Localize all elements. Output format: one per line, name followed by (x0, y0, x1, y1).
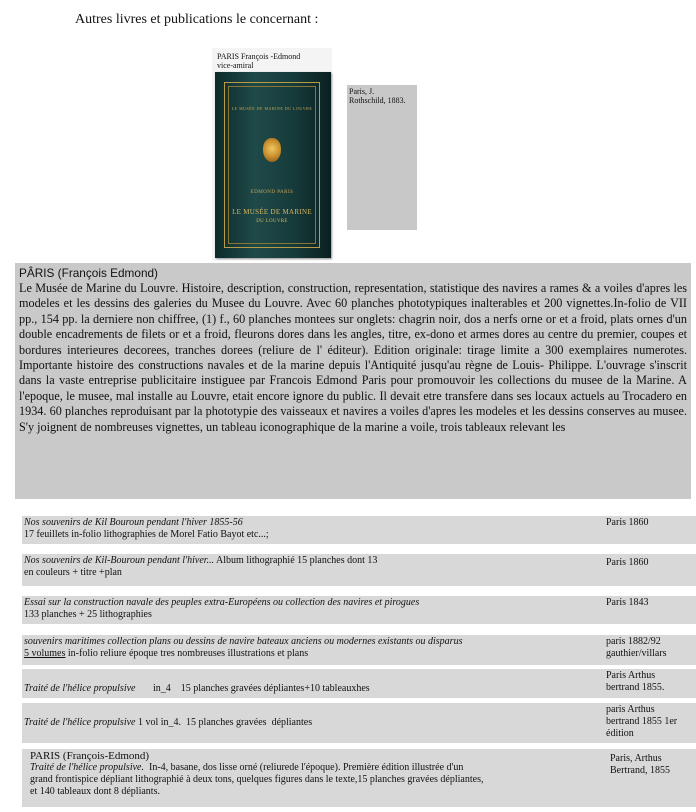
cover-title (215, 208, 329, 226)
row-location-date (606, 636, 696, 660)
row-location-date (606, 704, 696, 740)
row-title (30, 750, 605, 798)
row-location: Paris Arthus (606, 670, 656, 681)
row-details-cont: et 140 tableaux dont 8 dépliants. (30, 786, 160, 797)
row-location: paris Arthus (606, 704, 655, 715)
row-location-date (606, 670, 696, 694)
row-title-italic: Traité de l'hélice propulsive. (30, 762, 144, 773)
bibliography-row (22, 596, 696, 624)
description-body: Le Musée de Marine du Louvre. Histoire, description, construction, representation, statistique des navires a rames & a voiles d'apres les modeles et les dessins des galeries du Musee du Louvre. Avec 60 planches phototypiques inalterables et 200 vignettes.In-folio de VII pp., 154 pp. la derniere non chiffree, (1) f., 60 planches montees sur onglets: chagrin noir, dos a nerfs orne or et a froid, plats ornes d'un double encadrements de filets or et a froid, fleurons dores dans les angles, titre, ex-dono et armes dores au centre du premier, coupes et bordures interieures decorees, tranches dorees (reliure de l' éditeur). Edition originale: tirage limite a 300 exemplaires numerotes. Importante histoire des constructions navales et de la marine depuis l'Antiquité jusqu'au règne de Louis- Philippe. L'ouvrage s'inscrit dans la vaste entreprise publicitaire instiguee par Francois Edmond Paris pour promouvoir les collections du musee de la Marine. A l'epoque, le musee, mal installe au Louvre, etait encore ignore du public. Il devait etre transfere dans ses locaux actuels au Trocadero en 1934. 60 planches reproduisant par la phototypie des vaisseaux et navires a voiles d'apres les modeles et les dessins conserves au musee. S'y joignent de nombreuses vignettes, un tableau iconographique de la marine a voile, trois tableaux relevant les (19, 281, 687, 434)
row-title-italic: Traité de l'hélice propulsive (24, 717, 136, 728)
section-heading: Autres livres et publications le concernant : (75, 12, 319, 27)
bibliography-row (22, 516, 696, 544)
row-title-italic: Nos souvenirs de Kil Bouroun pendant l'hiver 1855-56 (24, 517, 243, 528)
row-title-italic: Nos souvenirs de Kil-Bouroun pendant l'hiver... (24, 555, 215, 566)
row-title-rest: in_4 15 planches gravées dépliantes+10 tableauxhes (135, 683, 370, 694)
row-details: in-folio reliure époque tres nombreuses illustrations et plans (65, 648, 309, 659)
cover-title-line2: DU LOUVRE (256, 219, 288, 224)
row-title (24, 636, 604, 660)
row-location-date (610, 753, 696, 777)
book-caption-author: PARIS François -Edmond (217, 52, 301, 61)
row-publisher: bertrand 1855 1er (606, 716, 678, 727)
row-details: grand frontispice dépliant lithographié à deux tons, quelques figures dans le texte,15 planches gravées dépliantes, (30, 774, 484, 785)
cover-subtitle: EDMOND PARIS (250, 190, 294, 195)
publication-place: Paris, J. (349, 87, 375, 96)
row-title-italic: Traité de l'hélice propulsive (24, 683, 136, 694)
book-caption-title: vice-amiral (217, 61, 254, 70)
row-edition: édition (606, 728, 634, 739)
row-location-date: Paris 1860 (606, 517, 649, 528)
bibliography-row (22, 669, 696, 698)
row-title (24, 517, 604, 541)
row-details: 17 feuillets in-folio lithographies de Morel Fatio Bayot etc...; (24, 529, 269, 540)
row-title (24, 683, 604, 695)
row-publisher: bertrand 1855. (606, 682, 665, 693)
row-title-italic: souvenirs maritimes collection plans ou dessins de navire bateaux anciens ou modernes existants ou disparus (24, 636, 463, 647)
row-details: 133 planches + 25 lithographies (24, 609, 152, 620)
cover-small-text: LE MUSÉE DE MARINE DU LOUVRE (231, 106, 313, 111)
row-title (24, 717, 604, 729)
cover-title-line1: LE MUSÉE DE MARINE (232, 208, 312, 216)
cover-coat-of-arms-icon (263, 138, 281, 162)
book-cover-image[interactable] (215, 72, 331, 258)
row-publisher: gauthier/villars (606, 648, 667, 659)
row-title (24, 597, 604, 621)
row-title-italic: Essai sur la construction navale des peuples extra-Européens ou collection des navires et pirogues (24, 597, 420, 608)
book-caption (217, 52, 300, 70)
row-title-rest: 1 vol in_4. 15 planches gravées dépliantes (135, 717, 313, 728)
row-location-date: Paris 1860 (606, 557, 649, 568)
row-title-rest: Album lithographié 15 planches dont 13 (214, 555, 378, 566)
row-volumes-link[interactable]: 5 volumes (24, 648, 66, 659)
publication-info-box (347, 85, 417, 230)
row-location-date: Paris 1843 (606, 597, 649, 608)
bibliography-row (22, 703, 696, 743)
bibliography-row (22, 554, 696, 586)
publication-publisher-year: Rothschild, 1883. (349, 96, 406, 105)
row-location: Paris, Arthus (610, 753, 662, 764)
row-author: PARIS (François-Edmond) (30, 750, 150, 762)
publication-info-text (349, 87, 406, 105)
book-description-panel (15, 263, 691, 499)
bibliography-row (22, 635, 696, 665)
row-title-rest: In-4, basane, dos lisse orné (reliurede l'époque). Première édition illustrée d'un (143, 762, 464, 773)
bibliography-row (22, 749, 696, 807)
description-author: PÂRIS (François Edmond) (19, 266, 158, 280)
row-details: en couleurs + titre +plan (24, 567, 122, 578)
row-title (24, 555, 604, 579)
row-publisher: Bertrand, 1855 (610, 765, 670, 776)
book-thumbnail-card[interactable] (212, 48, 332, 260)
row-location: paris 1882/92 (606, 636, 661, 647)
